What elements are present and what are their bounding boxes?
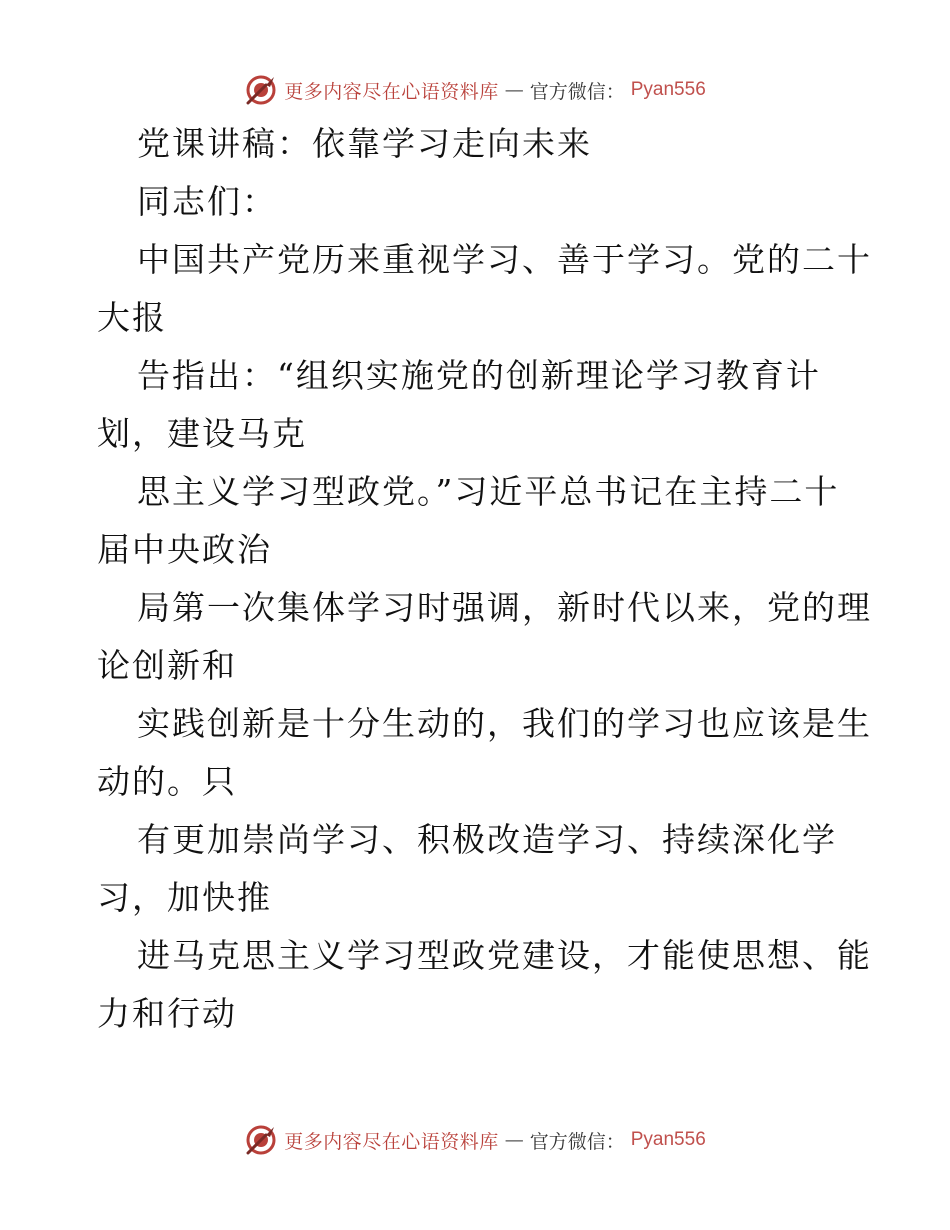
doc-line: 进马克思主义学习型政党建设，才能使思想、能	[137, 936, 872, 975]
footer-watermark	[0, 1120, 950, 1160]
watermark-dash: —	[504, 79, 524, 101]
quill-seal-icon	[244, 1123, 278, 1157]
doc-line: 届中央政治	[97, 530, 272, 569]
doc-line: 思主义学习型政党。”习近平总书记在主持二十	[137, 472, 840, 511]
watermark-wechat-id: Pyan556	[630, 79, 706, 100]
watermark-brand: 更多内容尽在心语资料库	[284, 80, 499, 103]
watermark-dash: —	[504, 1129, 524, 1151]
doc-title: 党课讲稿：依靠学习走向未来	[137, 124, 592, 163]
watermark-wechat-id: Pyan556	[630, 1129, 706, 1150]
document-body	[97, 115, 872, 1043]
doc-line: 有更加崇尚学习、积极改造学习、持续深化学	[137, 820, 837, 859]
watermark-label: 官方微信：	[529, 1130, 625, 1153]
doc-line: 中国共产党历来重视学习、善于学习。党的二十	[137, 240, 872, 279]
doc-line: 划，建设马克	[97, 414, 307, 453]
doc-line: 力和行动	[97, 994, 237, 1033]
watermark-brand: 更多内容尽在心语资料库	[284, 1130, 499, 1153]
doc-line: 大报	[97, 298, 167, 337]
doc-line: 论创新和	[97, 646, 237, 685]
watermark-label: 官方微信：	[529, 80, 625, 103]
doc-line: 实践创新是十分生动的，我们的学习也应该是生	[137, 704, 872, 743]
doc-line: 动的。只	[97, 762, 237, 801]
quill-seal-icon	[244, 73, 278, 107]
doc-line: 局第一次集体学习时强调，新时代以来，党的理	[137, 588, 872, 627]
doc-line: 告指出：“组织实施党的创新理论学习教育计	[137, 356, 821, 395]
doc-line: 习，加快推	[97, 878, 272, 917]
doc-line: 同志们：	[137, 182, 277, 221]
header-watermark	[0, 70, 950, 110]
